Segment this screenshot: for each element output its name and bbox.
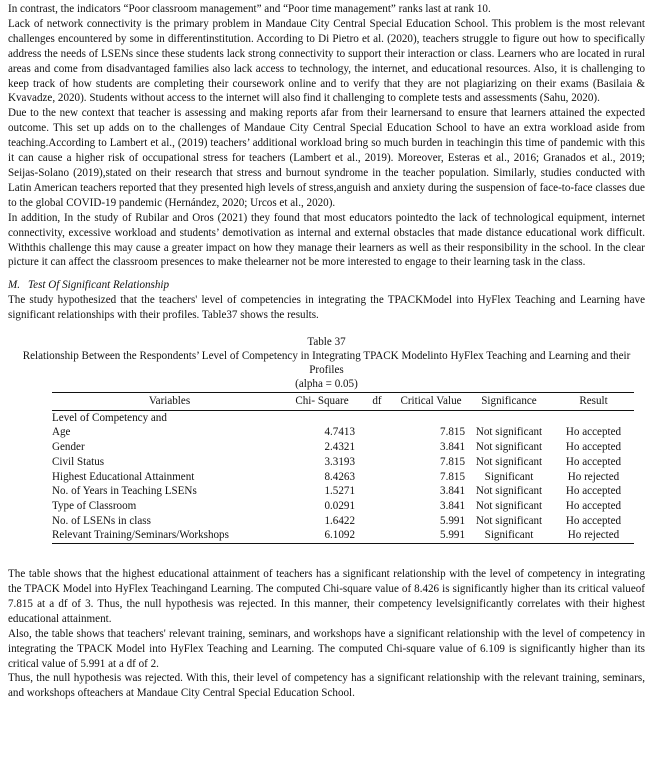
row-result: Ho accepted: [565, 514, 622, 527]
row-variable: Relevant Training/Seminars/Workshops: [52, 528, 287, 543]
table-caption: [8, 335, 645, 391]
row-critical-value: 7.815: [440, 455, 465, 468]
header-df: df: [357, 393, 397, 411]
row-chi-square: 4.7413: [324, 426, 355, 439]
row-variable: No. of Years in Teaching LSENs: [52, 485, 197, 498]
row-significance: Not significant: [475, 426, 543, 439]
header-critical-value: Critical Value: [397, 393, 465, 411]
paragraph-education-finding: The table shows that the highest educational attainment of teachers has a significant relationship with the level of competency in integrating the TPACK Model into HyFlex Teachingand Learning. The computed Chi-square value of 8.426 is significantly higher than its critical valueof 7.815 at a df of 3. Thus, the null hypothesis was rejected. In this manner, their competency levelsignificantly correlates with their highest educational attainment.: [8, 568, 645, 625]
row-variable: Type of Classroom: [52, 499, 137, 512]
row-result: Ho accepted: [565, 485, 622, 498]
row-chi-square: 3.3193: [324, 455, 355, 468]
row-significance: Significant: [465, 528, 553, 543]
paragraph-obstacles: In addition, In the study of Rubilar and Oros (2021) they found that most educators pointedto the lack of technological equipment, internet connectivity, excessive workload and students’ demotivation as internal and external obstacles that made distance educational work difficult. Withthis challenge this may cause a greater impact on how they manage their learners as well as their responsibility in the school. In the clear picture it can affect the classroom presences to make thelearner not be more interested to engage to their learning task in the class.: [8, 211, 645, 269]
table-row: [52, 425, 634, 440]
table-group-row: [52, 410, 634, 425]
row-variable: Age: [52, 426, 71, 439]
section-intro: The study hypothesized that the teachers' level of competencies in integrating the TPACKModel into HyFlex Teaching and Learning have significant relationships with their profiles. Table37 shows the results.: [8, 294, 645, 322]
row-critical-value: 5.991: [397, 528, 465, 543]
row-critical-value: 7.815: [440, 470, 465, 483]
row-result: Ho accepted: [565, 441, 622, 454]
row-df: [357, 528, 397, 543]
row-df: [357, 484, 397, 499]
results-table-wrap: [8, 392, 634, 544]
row-df: [357, 440, 397, 455]
table-row: [52, 455, 634, 470]
row-chi-square: 8.4263: [324, 470, 355, 483]
row-chi-square: 0.0291: [324, 499, 355, 512]
header-chi-square: Chi- Square: [287, 393, 357, 411]
row-result: Ho accepted: [565, 499, 622, 512]
row-df: [357, 470, 397, 485]
table-row: [52, 514, 634, 529]
table-header-row: [52, 393, 634, 411]
section-heading: [8, 278, 645, 293]
row-result: Ho rejected: [567, 470, 620, 483]
row-significance: Not significant: [475, 485, 543, 498]
row-significance: Not significant: [475, 499, 543, 512]
paragraph-training-finding: Also, the table shows that teachers' relevant training, seminars, and workshops have a significant relationship with the level of competency in integrating the TPACK Model into HyFlex Teaching and Learning. The computed Chi-square value of 6.109 is significantly higher than its critical value of 5.991 at a df of 2.: [8, 627, 645, 670]
row-critical-value: 7.815: [440, 426, 465, 439]
row-significance: Not significant: [475, 514, 543, 527]
table-row: [52, 528, 634, 543]
section-letter: M.: [8, 279, 21, 292]
group-label: Level of Competency and: [52, 411, 167, 424]
paragraph-contrast: In contrast, the indicators “Poor classroom management” and “Poor time management” ranks last at rank 10.: [8, 3, 491, 15]
table-number: Table 37: [307, 336, 346, 349]
row-result: Ho accepted: [565, 455, 622, 468]
table-row: [52, 484, 634, 499]
section-title: Test Of Significant Relationship: [28, 279, 170, 292]
results-table: [52, 392, 634, 544]
row-significance: Not significant: [475, 455, 543, 468]
row-df: [357, 455, 397, 470]
table-row: [52, 470, 634, 485]
row-chi-square: 1.6422: [324, 514, 355, 527]
paragraph-workload: Due to the new context that teacher is assessing and making reports afar from their learnersand to ensure that learners attained the expected outcome. This set up adds on to the challenges of Mandaue City Central Special Education School to have an extra workload aside from teaching.According to Lambert et al., (2019) teachers’ additional workload bring so much burden in teachingin this time of pandemic with this it can cause a higher risk of occupational stress for teachers (Lambert et al., 2019). Moreover, Esteras et al., 2016; Granados et al., 2019; Seijas-Solano (2019),stated on their research that stress and burnout syndrome in the teacher population. Similarly, studies conducted with Latin American teachers reported that they presented high levels of stress,anguish and anxiety during the suspension of face-to-face classes due to the global COVID-19 pandemic (Hernández, 2020; Urcos et al., 2020).: [8, 107, 645, 209]
table-row: [52, 440, 634, 455]
row-critical-value: 3.841: [440, 499, 465, 512]
row-critical-value: 3.841: [440, 485, 465, 498]
header-result: Result: [553, 393, 634, 411]
row-chi-square: 1.5271: [324, 485, 355, 498]
row-df: [357, 499, 397, 514]
row-critical-value: 5.991: [440, 514, 465, 527]
row-variable: Highest Educational Attainment: [52, 470, 195, 483]
table-title: Relationship Between the Respondents’ Level of Competency in Integrating TPACK Modelinto HyFlex Teaching and Learning and their Profiles: [22, 350, 631, 377]
row-df: [357, 514, 397, 529]
row-variable: No. of LSENs in class: [52, 514, 151, 527]
paragraph-conclusion: Thus, the null hypothesis was rejected. With this, their level of competency has a significant relationship with the relevant training, seminars, and workshops ofteachers at Mandaue City Central Special Education School.: [8, 672, 645, 700]
paragraph-connectivity: Lack of network connectivity is the primary problem in Mandaue City Central Special Education School. This problem is the most relevant challenges encountered by some in differentinstitution. According to Di Pietro et al. (2020), teachers struggle to figure out how to specifically address the needs of LSENs since these students lack strong connectivity to support their interaction or class. Learners who are located in rural areas and come from disadvantaged families also lack access to technology, the internet, and educational resources. Also, it is challenging to keep track of how students are completing their coursework online and to verify that they are not plagiarizing on their exams (Basilaia & Kvavadze, 2020). Students without access to the internet will also find it challenging to complete tests and assessments (Sahu, 2020).: [8, 17, 645, 105]
table-row: [52, 499, 634, 514]
row-critical-value: 3.841: [440, 441, 465, 454]
row-variable: Gender: [52, 441, 85, 454]
row-significance: Not significant: [475, 441, 543, 454]
header-variables: Variables: [52, 393, 287, 411]
row-result: Ho rejected: [553, 528, 634, 543]
row-result: Ho accepted: [565, 426, 622, 439]
row-variable: Civil Status: [52, 455, 105, 468]
row-significance: Significant: [484, 470, 534, 483]
row-df: [357, 425, 397, 440]
header-significance: Significance: [465, 393, 553, 411]
row-chi-square: 2.4321: [324, 441, 355, 454]
table-alpha: (alpha = 0.05): [295, 378, 358, 391]
row-chi-square: 6.1092: [287, 528, 357, 543]
